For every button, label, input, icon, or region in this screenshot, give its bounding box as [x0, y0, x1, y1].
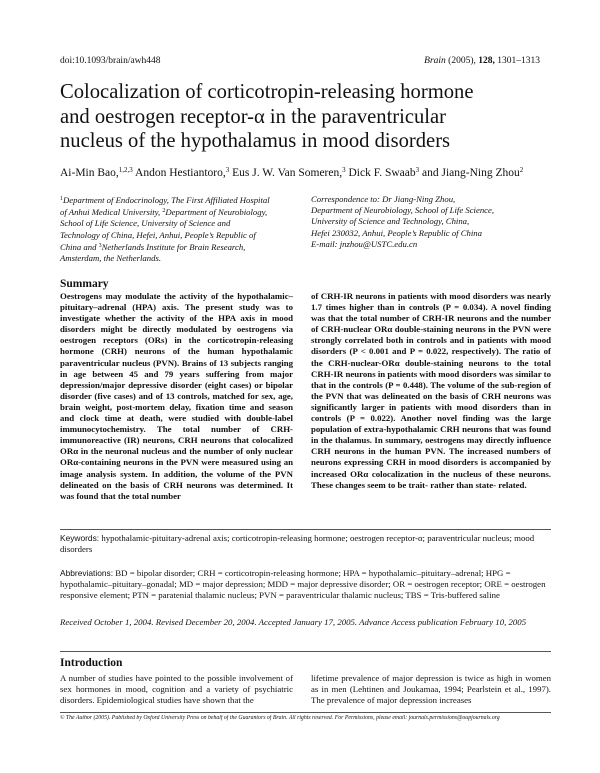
copyright-footer: © The Author (2005). Published by Oxford University Press on behalf of the Guarantors of Brain. All rights reserved. For Permissions, please email: journals.permissions@oupjournals.org — [60, 715, 500, 721]
introduction-text-left: A number of studies have pointed to the possible involvement of sex hormones in mood, cognition and a variety of psychiatric disorders. Epidemiological studies have shown that the — [60, 673, 293, 706]
affil-line-3: School of Life Science, University of Science and — [60, 218, 231, 229]
summary-text-right: of CRH-IR neurons in patients with mood disorders was nearly 1.7 times higher than in controls (P = 0.034). A novel finding was that the total number of CRH-IR neurons and the number of CRH-nuclear ORα double-staining neurons in the PVN were strongly correlated both in controls and in patients with mood disorders (P < 0.001 and P = 0.022, respectively). The ratio of the CRH-nuclear-ORα double-staining neurons to the total CRH-IR neurons in patients with mood disorders was similar to that in the controls (P = 0.448). The volume of the sub-region of the PVN that was delineated on the basis of CRH neurons was significantly larger in patients with mood disorders than in controls (P = 0.022). Another novel finding was the large population of extra-hypothalamic CRH neurons that was found in the thalamus. In summary, oestrogens may directly influence CRH neurons in the human PVN. The increased numbers of neurons expressing CRH in mood disorders is accompanied by increased ORα colocalization in the nucleus of these neurons. These changes seem to be trait- rather than state- related. — [311, 291, 551, 490]
title-line-2: and oestrogen receptor-α in the paraventricular — [60, 105, 447, 128]
divider — [60, 529, 551, 530]
affil-line-5a: China and — [60, 241, 99, 252]
abbreviations-label: Abbreviations: — [60, 568, 114, 578]
affil-line-5b: Netherlands Institute for Brain Research, — [101, 241, 246, 252]
affil-marker-3: 3 — [98, 242, 102, 249]
keywords-text: hypothalamic-pituitary-adrenal axis; corticotropin-releasing hormone; oestrogen receptor-α; paraventricular nucleus; mood disorders — [60, 533, 535, 555]
author-4-affil: 3 — [415, 166, 420, 174]
doi[interactable]: doi:10.1093/brain/awh448 — [60, 56, 161, 66]
keywords-label: Keywords: — [60, 533, 100, 543]
keywords — [60, 533, 551, 555]
correspondence — [311, 194, 551, 250]
affil-line-2b: Department of Neurobiology, — [165, 207, 268, 218]
divider — [60, 651, 551, 652]
abbreviations-text: BD = bipolar disorder; CRH = corticotropin-releasing hormone; HPA = hypothalamic–pituitary–adrenal; HPG = hypothalamic–pituitary–gonadal; MD = major depression; MDD = major depressive disorder; OR = oestrogen receptor; ORE = oestrogen responsive element; PTN = paratenial thalamic nucleus; PVN = paraventricular thalamic nucleus; TBS = Tris-buffered saline — [60, 568, 546, 601]
author-1-affil: 1,2,3 — [118, 166, 133, 174]
received-dates: Received October 1, 2004. Revised December 20, 2004. Accepted January 17, 2005. Advance Access publication February 10, 2005 — [60, 617, 527, 627]
affil-line-4: Technology of China, Hefei, Anhui, People’s Republic of — [60, 229, 256, 240]
affil-line-2a: of Anhui Medical University, — [60, 207, 163, 218]
corr-email[interactable]: E-mail: jnzhou@USTC.edu.cn — [311, 238, 418, 249]
journal-year: (2005), — [448, 56, 476, 66]
affil-marker-1: 1 — [60, 196, 63, 202]
corr-line-1: Correspondence to: Dr Jiang-Ning Zhou, — [311, 194, 456, 204]
author-3-affil: 3 — [342, 166, 346, 174]
author-2-affil: 3 — [225, 166, 230, 174]
summary-text-left: Oestrogens may modulate the activity of the hypothalamic–pituitary–adrenal (HPA) axis. The present study was to investigate whether the activity of the HPA axis in mood disorders might be directly modulated by oestrogens via oestrogen receptors (ORs) in the corticotropin-releasing hormone (CRH) neurons of the human hypothalamic paraventricular nucleus (PVN). Brains of 13 subjects ranging in age between 45 and 79 years suffering from major depression/major depressive disorder (eight cases) or bipolar disorder (five cases) and of 13 controls, matched for sex, age, brain weight, post-mortem delay, fixation time and season and clock time at death, were studied with double-label immunocytochemistry. The total number of CRH-immunoreactive (IR) neurons, CRH neurons that colocalized ORα in the neuronal nucleus and the number of only nuclear ORα-containing neurons in the PVN were measured using an image analysis system. In addition, the volume of the PVN delineated on the basis of CRH neurons was determined. It was found that the total number — [60, 291, 293, 501]
author-list — [60, 166, 550, 179]
introduction-text-right: lifetime prevalence of major depression is twice as high in women as in men (Lehtinen and Joukamaa, 1994; Pearlstein et al., 1997). The prevalence of major depression increases — [311, 673, 551, 706]
journal-volume: 128, — [478, 56, 495, 66]
journal-name: Brain — [424, 56, 446, 66]
affil-line-6: Amsterdam, the Netherlands. — [60, 253, 162, 264]
corr-line-3: University of Science and Technology, China, — [311, 216, 470, 227]
paper-title — [60, 80, 550, 154]
corr-line-4: Hefei 230032, Anhui, People’s Republic of China — [311, 227, 482, 238]
author-3: Eus J. W. Van Someren, — [229, 167, 343, 179]
abbreviations — [60, 568, 551, 601]
journal-citation — [424, 56, 540, 66]
affil-marker-2: 2 — [162, 208, 166, 215]
title-line-3: nucleus of the hypothalamus in mood disorders — [60, 130, 451, 152]
introduction-heading: Introduction — [60, 657, 123, 669]
author-5: and Jiang-Ning Zhou — [419, 167, 520, 179]
running-header — [60, 56, 540, 70]
author-1: Ai-Min Bao, — [60, 167, 119, 179]
affiliations — [60, 194, 295, 264]
divider — [60, 712, 551, 713]
author-4: Dick F. Swaab — [345, 167, 416, 179]
journal-pages: 1301–1313 — [497, 56, 540, 66]
affil-line-1: Department of Endocrinology, The First Affiliated Hospital — [63, 195, 270, 205]
author-5-affil: 2 — [519, 166, 524, 174]
summary-heading: Summary — [60, 278, 109, 290]
title-line-1: Colocalization of corticotropin-releasing hormone — [60, 81, 474, 103]
author-2: Andon Hestiantoro, — [132, 167, 226, 179]
corr-line-2: Department of Neurobiology, School of Life Science, — [311, 205, 495, 216]
